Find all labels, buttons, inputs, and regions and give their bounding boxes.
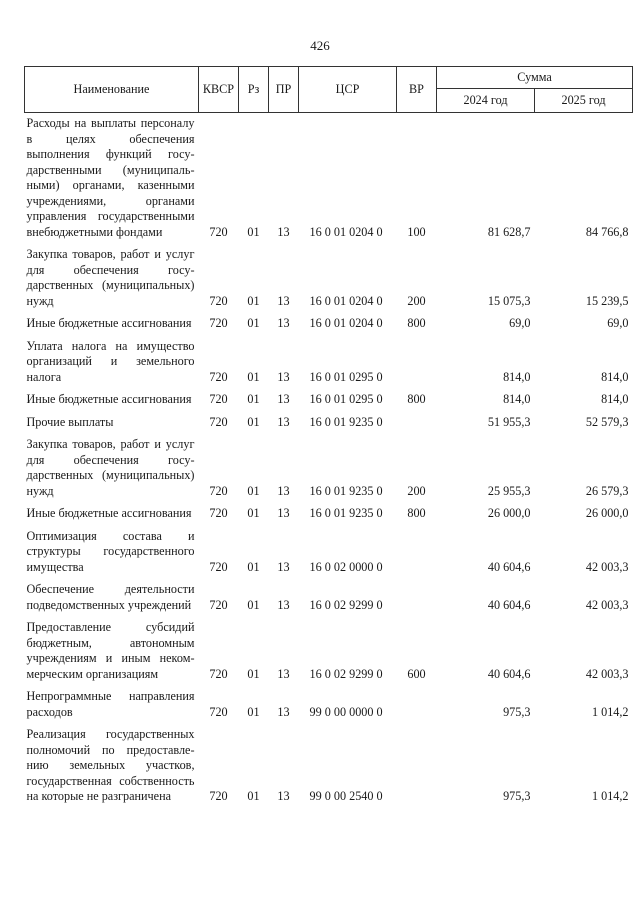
row-name: Иные бюджетные ассигнования	[26, 506, 192, 520]
row-kvsr: 720	[209, 414, 228, 429]
table-row	[25, 313, 633, 336]
row-csr: 16 0 01 0295 0	[309, 369, 383, 384]
header-pr: ПР	[269, 67, 299, 113]
row-vr	[397, 526, 437, 580]
row-pr: 13	[277, 414, 290, 429]
row-kvsr: 720	[209, 597, 228, 612]
row-kvsr: 720	[209, 316, 228, 330]
table-row	[25, 113, 633, 245]
row-sum-2024: 25 955,3	[487, 483, 531, 498]
row-name: Уплата налога на имущество организаций и земельного налога	[26, 338, 195, 384]
row-rz: 01	[247, 597, 260, 612]
row-name: Иные бюджетные ассигнования	[26, 392, 192, 406]
header-name: Наименование	[25, 67, 199, 113]
row-pr: 13	[277, 224, 290, 239]
row-vr	[397, 412, 437, 435]
row-vr: 800	[407, 506, 426, 520]
row-name: Реализация государственных полномочий по предоставлению земельных участков, государственная собственность на которые не разграничена	[26, 727, 195, 803]
row-rz: 01	[247, 316, 260, 330]
row-pr: 13	[277, 369, 290, 384]
row-pr: 13	[277, 597, 290, 612]
row-pr: 13	[277, 559, 290, 574]
row-csr: 99 0 00 2540 0	[309, 789, 383, 803]
row-csr: 16 0 01 0204 0	[309, 316, 383, 330]
row-sum-2025: 42 003,3	[585, 666, 629, 681]
row-csr: 16 0 01 0204 0	[309, 293, 383, 308]
row-rz: 01	[247, 789, 260, 803]
row-sum-2025: 84 766,8	[585, 224, 629, 239]
row-rz: 01	[247, 293, 260, 308]
row-sum-2025: 52 579,3	[585, 414, 629, 429]
row-name: Прочие выплаты	[26, 414, 114, 429]
row-sum-2025: 42 003,3	[585, 559, 629, 574]
row-pr: 13	[277, 506, 290, 520]
row-sum-2025: 814,0	[601, 392, 629, 406]
row-vr	[397, 579, 437, 617]
table-row	[25, 686, 633, 724]
row-pr: 13	[277, 483, 290, 498]
row-sum-2025: 15 239,5	[585, 293, 629, 308]
row-kvsr: 720	[209, 392, 228, 406]
row-name: Иные бюджетные ассигнования	[26, 316, 192, 330]
row-sum-2024: 15 075,3	[487, 293, 531, 308]
row-rz: 01	[247, 414, 260, 429]
row-kvsr: 720	[209, 293, 228, 308]
row-sum-2025: 42 003,3	[585, 597, 629, 612]
table-row	[25, 617, 633, 686]
row-name: Закупка товаров, работ и услуг для обеспечения государственных (муниципальных) нужд	[26, 437, 195, 498]
row-csr: 16 0 01 9235 0	[309, 483, 383, 498]
row-rz: 01	[247, 506, 260, 520]
row-vr: 200	[407, 293, 426, 308]
row-sum-2024: 40 604,6	[487, 559, 531, 574]
row-sum-2025: 814,0	[601, 369, 629, 384]
table-row	[25, 503, 633, 526]
row-rz: 01	[247, 704, 260, 719]
row-sum-2024: 975,3	[503, 704, 531, 719]
row-pr: 13	[277, 392, 290, 406]
table-row	[25, 724, 633, 809]
row-sum-2025: 1 014,2	[591, 789, 629, 803]
row-rz: 01	[247, 559, 260, 574]
row-vr: 200	[407, 483, 426, 498]
row-name: Предоставление субсидий бюджетным, автономным учреждениям и иным некоммерческим организациям	[26, 620, 195, 681]
header-year-2025: 2025 год	[535, 89, 633, 113]
row-sum-2024: 814,0	[503, 392, 531, 406]
row-name: Оптимизация состава и структуры государственного имущества	[26, 528, 195, 574]
header-vr: ВР	[397, 67, 437, 113]
row-pr: 13	[277, 704, 290, 719]
row-csr: 16 0 02 0000 0	[309, 559, 383, 574]
row-kvsr: 720	[209, 559, 228, 574]
row-sum-2024: 814,0	[503, 369, 531, 384]
row-pr: 13	[277, 789, 290, 803]
header-csr: ЦСР	[299, 67, 397, 113]
table-body	[25, 113, 633, 809]
row-sum-2025: 1 014,2	[591, 704, 629, 719]
row-rz: 01	[247, 369, 260, 384]
row-sum-2024: 40 604,6	[487, 597, 531, 612]
header-sum: Сумма	[437, 67, 633, 89]
row-kvsr: 720	[209, 506, 228, 520]
row-sum-2024: 69,0	[509, 316, 531, 330]
row-vr: 600	[407, 666, 426, 681]
row-vr	[397, 724, 437, 809]
row-csr: 16 0 01 9235 0	[309, 414, 383, 429]
row-rz: 01	[247, 483, 260, 498]
row-rz: 01	[247, 666, 260, 681]
row-vr: 800	[407, 316, 426, 330]
row-name: Обеспечение деятельности подведомственных учреждений	[26, 582, 195, 612]
row-sum-2024: 81 628,7	[487, 224, 531, 239]
row-csr: 16 0 01 0204 0	[309, 224, 383, 239]
row-sum-2024: 51 955,3	[487, 414, 531, 429]
row-sum-2024: 975,3	[503, 789, 531, 803]
row-pr: 13	[277, 316, 290, 330]
table-header	[25, 67, 633, 113]
header-year-2024: 2024 год	[437, 89, 535, 113]
row-pr: 13	[277, 666, 290, 681]
row-kvsr: 720	[209, 704, 228, 719]
row-csr: 16 0 01 9235 0	[309, 506, 383, 520]
table-row	[25, 244, 633, 313]
header-rz: Рз	[239, 67, 269, 113]
row-sum-2025: 26 000,0	[585, 506, 629, 520]
header-kvsr: КВСР	[199, 67, 239, 113]
page-number: 426	[310, 38, 330, 53]
row-sum-2025: 69,0	[607, 316, 629, 330]
row-name: Закупка товаров, работ и услуг для обеспечения государственных (муниципальных) нужд	[26, 247, 195, 308]
table-row	[25, 526, 633, 580]
row-kvsr: 720	[209, 789, 228, 803]
table-row	[25, 434, 633, 503]
row-vr	[397, 336, 437, 390]
row-csr: 16 0 01 0295 0	[309, 392, 383, 406]
table-row	[25, 412, 633, 435]
row-vr: 800	[407, 392, 426, 406]
row-kvsr: 720	[209, 483, 228, 498]
row-rz: 01	[247, 224, 260, 239]
row-csr: 16 0 02 9299 0	[309, 666, 383, 681]
row-rz: 01	[247, 392, 260, 406]
row-pr: 13	[277, 293, 290, 308]
table-row	[25, 389, 633, 412]
row-sum-2024: 26 000,0	[487, 506, 531, 520]
row-kvsr: 720	[209, 224, 228, 239]
row-csr: 99 0 00 0000 0	[309, 704, 383, 719]
row-name: Непрограммные направления расходов	[26, 689, 195, 719]
table-row	[25, 336, 633, 390]
row-name: Расходы на выплаты персоналу в целях обеспечения выполнения функций государственными (муниципальными) органами, казенными учреждениями, органами управления государственными внебюджетными фондами	[26, 116, 195, 239]
row-sum-2025: 26 579,3	[585, 483, 629, 498]
budget-table	[24, 66, 633, 809]
row-vr: 100	[407, 224, 426, 239]
row-kvsr: 720	[209, 369, 228, 384]
row-vr	[397, 686, 437, 724]
row-csr: 16 0 02 9299 0	[309, 597, 383, 612]
table-row	[25, 579, 633, 617]
row-kvsr: 720	[209, 666, 228, 681]
row-sum-2024: 40 604,6	[487, 666, 531, 681]
